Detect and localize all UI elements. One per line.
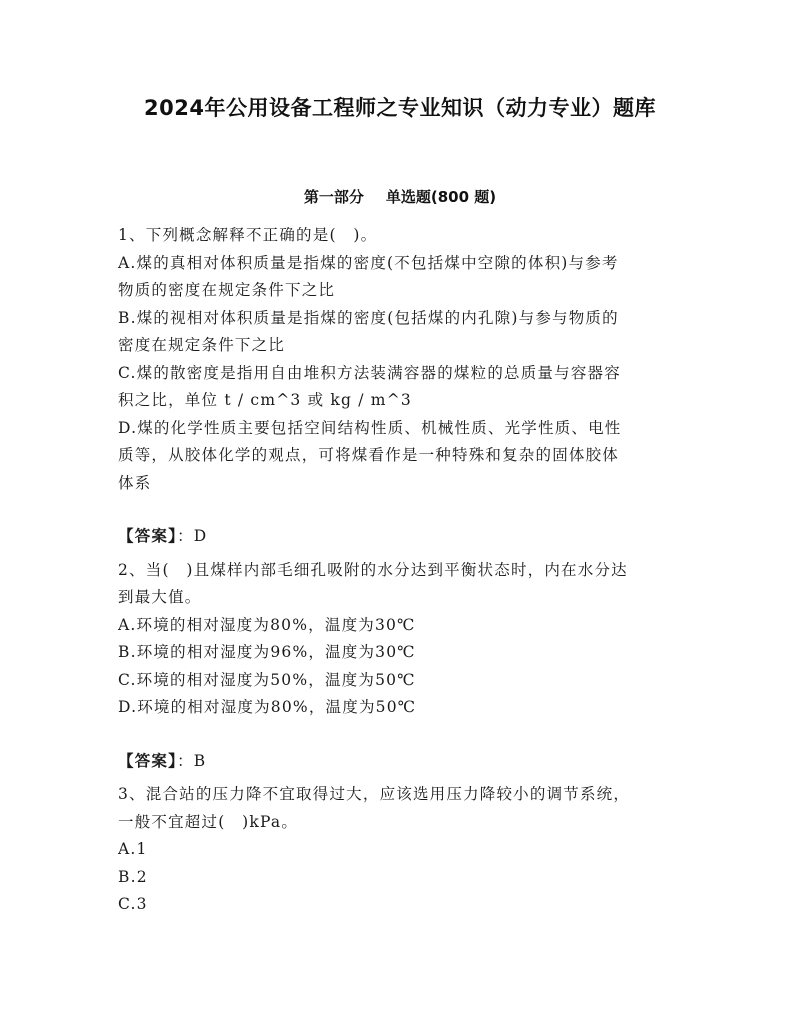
- option-c-cont: 积之比，单位 t / cm^3 或 kg / m^3: [118, 391, 412, 409]
- answer-2: [118, 748, 678, 776]
- question-stem-cont: 一般不宜超过( )kPa。: [118, 812, 299, 831]
- question-stem-cont: 到最大值。: [118, 588, 202, 606]
- option-d: D.煤的化学性质主要包括空间结构性质、机械性质、光学性质、电性: [118, 418, 622, 437]
- answer-label: 【答案】: [118, 751, 178, 770]
- question-stem: 1、下列概念解释不正确的是( )。: [118, 226, 378, 244]
- option-d-cont: 体系: [118, 473, 152, 492]
- answer-1: [118, 523, 678, 551]
- option-c: C.环境的相对湿度为50%，温度为50℃: [118, 670, 416, 689]
- option-a: A.环境的相对湿度为80%，温度为30℃: [118, 615, 416, 634]
- question-stem: 2、当( )且煤样内部毛细孔吸附的水分达到平衡状态时，内在水分达: [118, 560, 628, 579]
- option-b: B.2: [118, 867, 148, 886]
- answer-value: ：D: [177, 527, 208, 545]
- option-c: C.煤的散密度是指用自由堆积方法装满容器的煤粒的总质量与容器容: [118, 363, 621, 382]
- answer-label: 【答案】: [118, 527, 178, 545]
- option-a-cont: 物质的密度在规定条件下之比: [118, 281, 336, 299]
- section-heading: [0, 186, 800, 207]
- section-name: 单选题(800 题): [385, 188, 497, 206]
- option-d-cont: 质等，从胶体化学的观点，可将煤看作是一种特殊和复杂的固体胶体: [118, 446, 620, 464]
- answer-value: ：B: [177, 751, 207, 770]
- option-d: D.环境的相对湿度为80%，温度为50℃: [118, 698, 417, 716]
- question-2: [118, 557, 678, 782]
- document-title: 2024年公用设备工程师之专业知识（动力专业）题库: [144, 96, 656, 120]
- section-part: 第一部分: [303, 188, 364, 206]
- option-a: A.煤的真相对体积质量是指煤的密度(不包括煤中空隙的体积)与参考: [118, 253, 619, 272]
- option-b: B.煤的视相对体积质量是指煤的密度(包括煤的内孔隙)与参与物质的: [118, 308, 619, 327]
- option-c: C.3: [118, 895, 148, 913]
- question-3: [118, 781, 678, 919]
- option-a: A.1: [118, 840, 148, 858]
- question-stem: 3、混合站的压力降不宜取得过大，应该选用压力降较小的调节系统，: [118, 785, 631, 803]
- option-b-cont: 密度在规定条件下之比: [118, 336, 286, 354]
- question-1: [118, 222, 678, 557]
- option-b: B.环境的相对湿度为96%，温度为30℃: [118, 643, 416, 661]
- question-list: [118, 222, 678, 919]
